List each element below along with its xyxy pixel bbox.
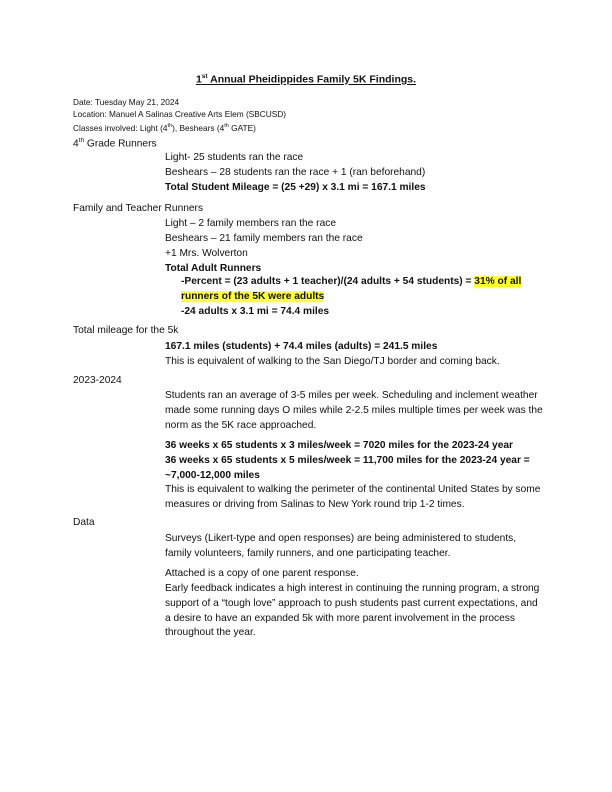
year-paragraph: Students ran an average of 3-5 miles per week. Scheduling and inclement weather made some running days O miles while 2-2.5 miles multiple times per week was the norm as the 5K race approached. (165, 390, 543, 431)
meta-block (73, 96, 286, 134)
total-mileage-equivalent: This is equivalent of walking to the San Diego/TJ border and coming back. (165, 355, 500, 367)
year-heading: 2023-2024 (73, 375, 122, 386)
year-calc-1: 36 weeks x 65 students x 3 miles/week = 7020 miles for the 2023-24 year (165, 439, 514, 451)
family-adult-miles: -24 adults x 3.1 mi = 74.4 miles (181, 306, 330, 317)
total-mileage-heading: Total mileage for the 5k (73, 325, 179, 336)
page-title: 1st Annual Pheidippides Family 5K Findings. (195, 73, 417, 86)
total-mileage-sum: 167.1 miles (students) + 74.4 miles (adults) = 241.5 miles (165, 341, 438, 352)
family-block (165, 217, 545, 277)
grade4-total: Total Student Mileage = (25 +29) x 3.1 mi = 167.1 miles (165, 181, 426, 193)
grade4-heading: 4th Grade Runners (73, 137, 157, 150)
family-beshears: Beshears – 21 family members ran the race (165, 232, 363, 244)
grade4-beshears: Beshears – 28 students ran the race + 1 (ran beforehand) (165, 166, 426, 178)
family-heading: Family and Teacher Runners (73, 203, 204, 214)
data-attached: Attached is a copy of one parent response. (165, 567, 359, 579)
meta-classes: Classes involved: Light (4th), Beshears (4th GATE) (73, 123, 256, 134)
data-surveys: Surveys (Likert-type and open responses) are being administered to students, family volunteers, family runners, and one participating teacher. (165, 533, 517, 559)
year-block (165, 389, 545, 513)
family-percent: -Percent = (23 adults + 1 teacher)/(24 adults + 54 students) = 31% of all runners of the 5K were adults (181, 276, 522, 302)
data-heading: Data (73, 517, 95, 528)
total-mileage-block (165, 340, 545, 370)
grade4-light: Light- 25 students ran the race (165, 152, 304, 163)
meta-location: Location: Manuel A Salinas Creative Arts Elem (SBCUSD) (73, 109, 287, 120)
meta-date: Date: Tuesday May 21, 2024 (73, 97, 180, 107)
year-equivalent: This is equivalent to walking the perimeter of the continental United States by some measures or driving from Salinas to New York round trip 1-2 times. (165, 484, 541, 511)
grade4-block (165, 151, 545, 196)
family-total-label: Total Adult Runners (165, 262, 262, 274)
percent-highlight: 31% of all runners of the 5K were adults (181, 276, 522, 302)
data-block (165, 532, 545, 641)
family-light: Light – 2 family members ran the race (165, 218, 336, 229)
year-calc-2: 36 weeks x 65 students x 5 miles/week = 11,700 miles for the 2023-24 year = ~7,000-12,000 miles (165, 454, 530, 481)
family-teacher: +1 Mrs. Wolverton (165, 247, 248, 259)
data-feedback: Early feedback indicates a high interest in continuing the running program, a strong support of a “tough love” approach to push students past current expectations, and a desire to have an expanded 5k with more parent involvement in the process throughout the year. (165, 582, 540, 639)
